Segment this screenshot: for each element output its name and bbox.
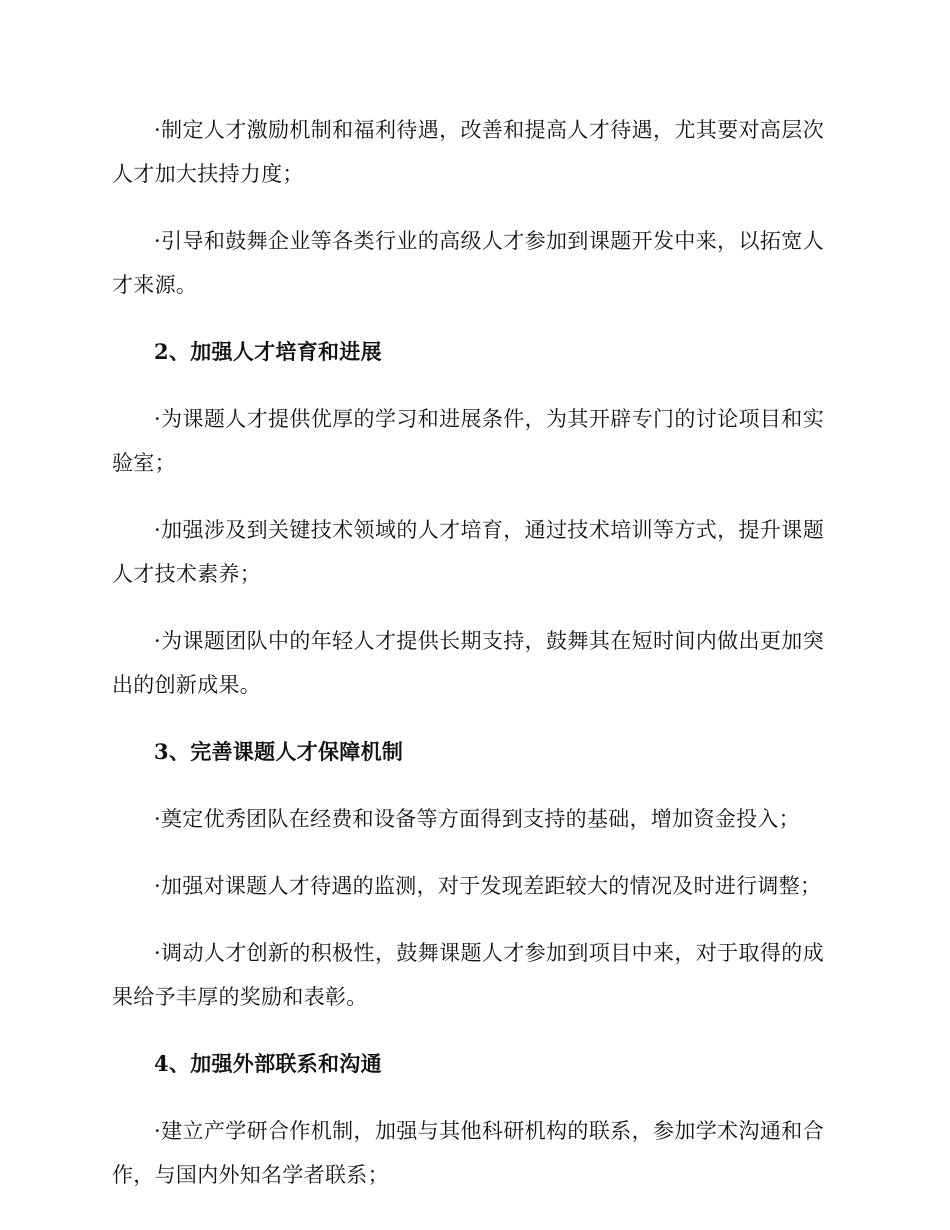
section-heading: 4、加强外部联系和沟通: [154, 1051, 382, 1076]
bullet-paragraph: ·引导和鼓舞企业等各类行业的高级人才参加到课题开发中来，以拓宽人才来源。: [112, 229, 824, 297]
bullet-paragraph: ·调动人才创新的积极性，鼓舞课题人才参加到项目中来，对于取得的成果给予丰厚的奖励和表彰。: [112, 941, 824, 1009]
section-heading: 3、完善课题人才保障机制: [154, 739, 404, 764]
bullet-paragraph: ·为课题人才提供优厚的学习和进展条件，为其开辟专门的讨论项目和实验室；: [112, 407, 824, 475]
bullet-paragraph: ·为课题团队中的年轻人才提供长期支持，鼓舞其在短时间内做出更加突出的创新成果。: [112, 629, 824, 697]
document-body: [112, 108, 824, 1220]
bullet-paragraph: ·制定人才激励机制和福利待遇，改善和提高人才待遇，尤其要对高层次人才加大扶持力度；: [112, 118, 824, 186]
bullet-paragraph: ·建立产学研合作机制，加强与其他科研机构的联系，参加学术沟通和合作，与国内外知名学者联系；: [112, 1119, 824, 1187]
bullet-paragraph: ·加强对课题人才待遇的监测，对于发现差距较大的情况及时进行调整；: [154, 874, 822, 898]
section-heading: 2、加强人才培育和进展: [154, 339, 382, 364]
bullet-paragraph: ·奠定优秀团队在经费和设备等方面得到支持的基础，增加资金投入；: [154, 807, 800, 831]
bullet-paragraph: ·加强涉及到关键技术领域的人才培育，通过技术培训等方式，提升课题人才技术素养；: [112, 518, 824, 586]
